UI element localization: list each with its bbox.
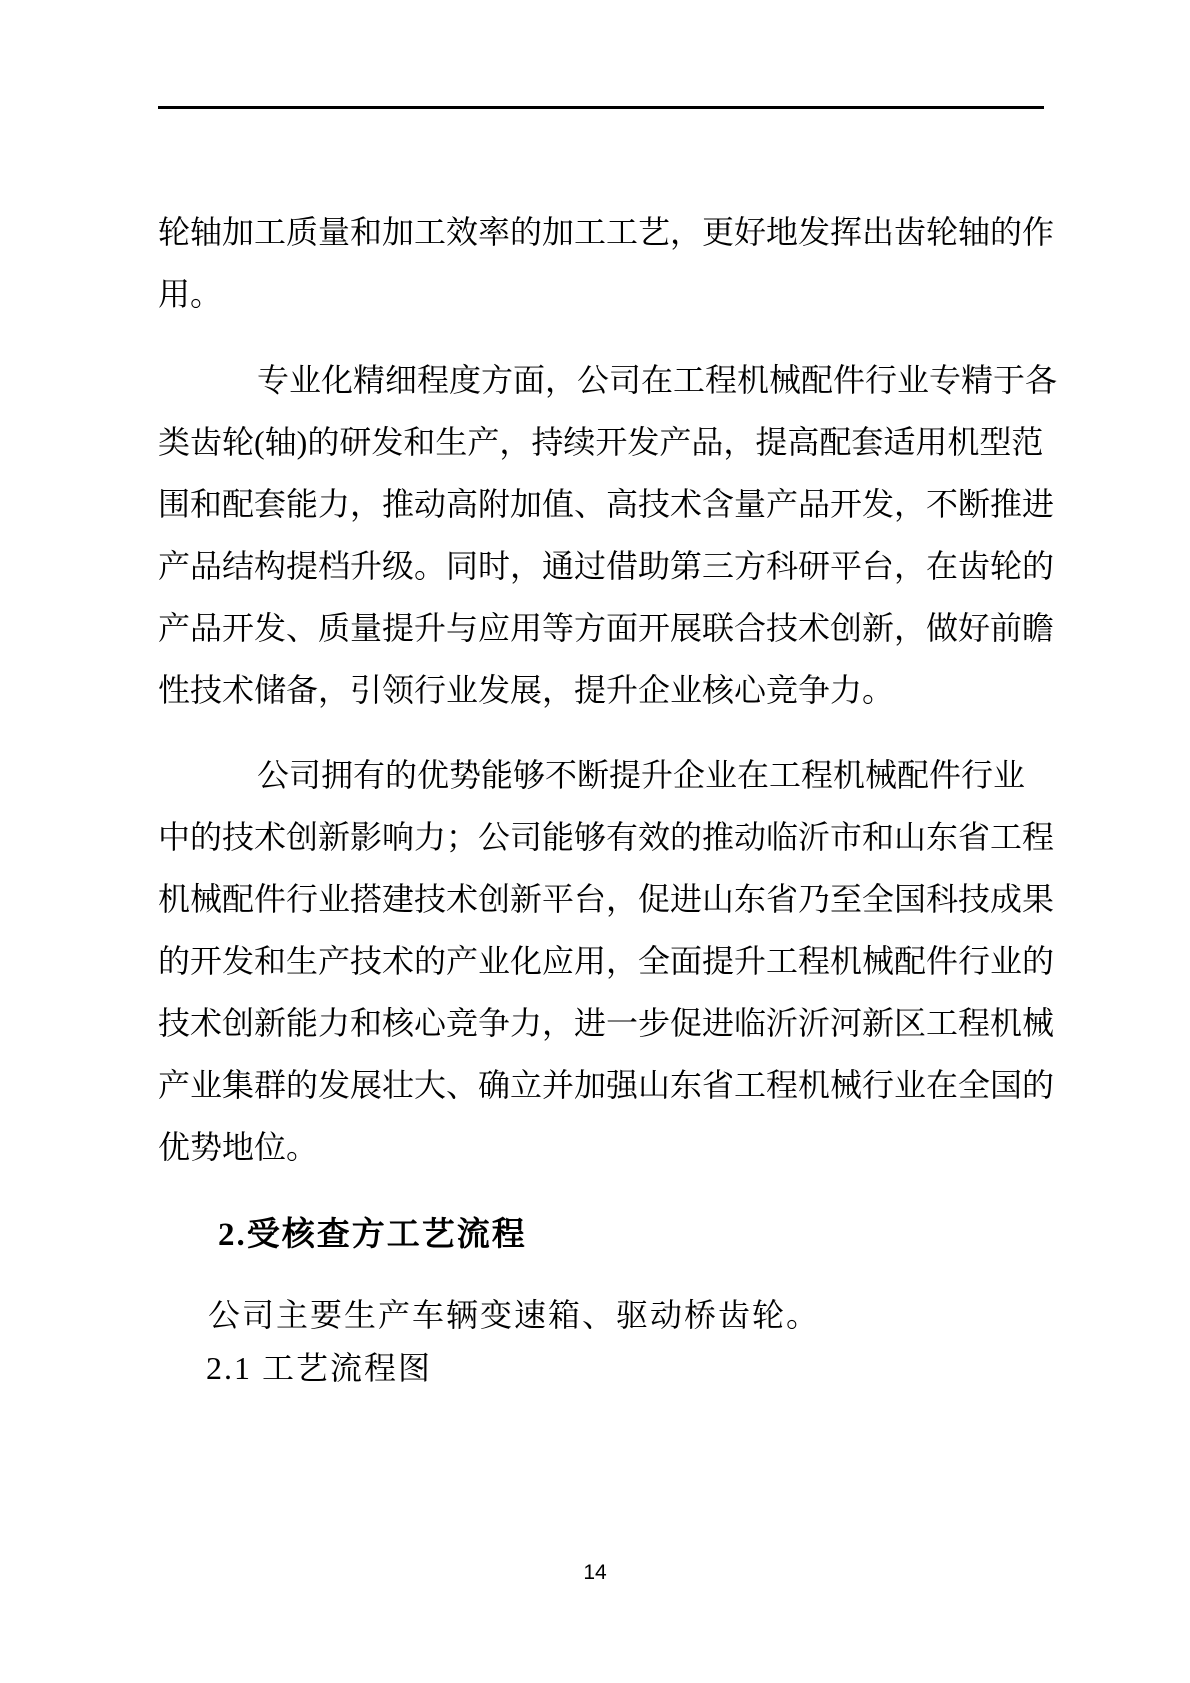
text-line: 用。	[158, 276, 223, 312]
text-line: 公司拥有的优势能够不断提升企业在工程机械配件行业	[257, 757, 1026, 793]
text-line: 技术创新能力和核心竞争力，进一步促进临沂沂河新区工程机械	[158, 1005, 1055, 1041]
text-line: 专业化精细程度方面，公司在工程机械配件行业专精于各	[257, 362, 1058, 398]
text-line: 类齿轮(轴)的研发和生产，持续开发产品，提高配套适用机型范	[158, 424, 1044, 460]
section-heading-text: 2.受核查方工艺流程	[218, 1217, 527, 1253]
text-line: 性技术储备，引领行业发展，提升企业核心竞争力。	[158, 672, 895, 708]
section-heading	[158, 1204, 1058, 1266]
text-line: 的开发和生产技术的产业化应用，全面提升工程机械配件行业的	[158, 943, 1055, 979]
header-rule	[158, 106, 1044, 109]
text-line: 中的技术创新影响力；公司能够有效的推动临沂市和山东省工程	[158, 819, 1055, 855]
text-line: 产品开发、质量提升与应用等方面开展联合技术创新，做好前瞻	[158, 610, 1055, 646]
subsection-heading	[158, 1337, 1058, 1399]
text-line: 围和配套能力，推动高附加值、高技术含量产品开发，不断推进	[158, 486, 1055, 522]
text-line: 产品结构提档升级。同时，通过借助第三方科研平台，在齿轮的	[158, 548, 1055, 584]
text-line: 产业集群的发展壮大、确立并加强山东省工程机械行业在全国的	[158, 1067, 1055, 1103]
paragraph-specialization	[158, 349, 1058, 721]
paragraph-advantages	[158, 744, 1058, 1178]
text-line: 轮轴加工质量和加工效率的加工工艺，更好地发挥出齿轮轴的作	[158, 214, 1055, 250]
page-body	[158, 201, 1058, 1399]
text-line: 机械配件行业搭建技术创新平台，促进山东省乃至全国科技成果	[158, 881, 1055, 917]
page-number: 14	[583, 1561, 607, 1584]
page-footer	[0, 1560, 1190, 1586]
text-line: 公司主要生产车辆变速箱、驱动桥齿轮。	[208, 1297, 821, 1333]
subsection-heading-text: 2.1 工艺流程图	[206, 1350, 433, 1386]
paragraph-continuation	[158, 201, 1058, 325]
text-line: 优势地位。	[158, 1129, 319, 1165]
